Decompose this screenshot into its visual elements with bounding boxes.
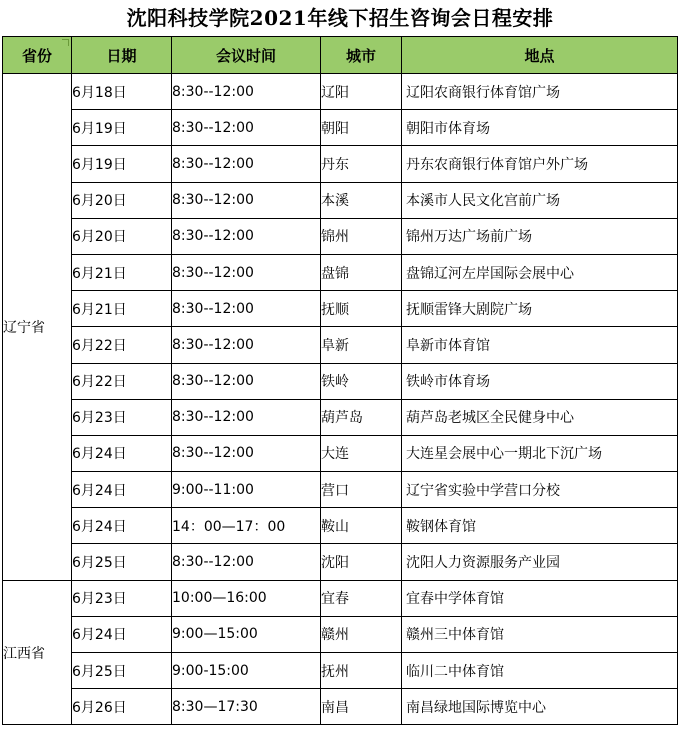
table-row bbox=[3, 182, 678, 218]
time-cell[interactable]: 8:30--12:00 bbox=[172, 74, 321, 110]
city-cell[interactable]: 大连 bbox=[321, 435, 402, 471]
table-header-row bbox=[3, 37, 678, 74]
city-cell[interactable]: 盘锦 bbox=[321, 254, 402, 290]
place-cell[interactable]: 本溪市人民文化宫前广场 bbox=[402, 182, 678, 218]
city-cell[interactable]: 葫芦岛 bbox=[321, 399, 402, 435]
date-cell[interactable]: 6月24日 bbox=[72, 616, 172, 652]
time-cell[interactable]: 8:30--12:00 bbox=[172, 254, 321, 290]
date-cell[interactable]: 6月22日 bbox=[72, 363, 172, 399]
date-cell[interactable]: 6月22日 bbox=[72, 327, 172, 363]
time-cell[interactable]: 10:00—16:00 bbox=[172, 580, 321, 616]
city-cell[interactable]: 辽阳 bbox=[321, 74, 402, 110]
table-row bbox=[3, 74, 678, 110]
date-cell[interactable]: 6月20日 bbox=[72, 182, 172, 218]
time-cell[interactable]: 8:30--12:00 bbox=[172, 327, 321, 363]
date-cell[interactable]: 6月23日 bbox=[72, 580, 172, 616]
header-place[interactable]: 地点 bbox=[402, 37, 678, 74]
place-cell[interactable]: 辽阳农商银行体育馆广场 bbox=[402, 74, 678, 110]
date-cell[interactable]: 6月25日 bbox=[72, 653, 172, 689]
table-row bbox=[3, 399, 678, 435]
place-cell[interactable]: 丹东农商银行体育馆户外广场 bbox=[402, 146, 678, 182]
time-cell[interactable]: 8:30--12:00 bbox=[172, 110, 321, 146]
city-cell[interactable]: 南昌 bbox=[321, 689, 402, 725]
date-cell[interactable]: 6月18日 bbox=[72, 74, 172, 110]
place-cell[interactable]: 临川二中体育馆 bbox=[402, 653, 678, 689]
table-row bbox=[3, 327, 678, 363]
place-cell[interactable]: 大连星会展中心一期北下沉广场 bbox=[402, 435, 678, 471]
place-cell[interactable]: 铁岭市体育场 bbox=[402, 363, 678, 399]
place-cell[interactable]: 抚顺雷锋大剧院广场 bbox=[402, 291, 678, 327]
table-row bbox=[3, 146, 678, 182]
city-cell[interactable]: 锦州 bbox=[321, 218, 402, 254]
table-row bbox=[3, 435, 678, 471]
time-cell[interactable]: 8:30--12:00 bbox=[172, 182, 321, 218]
table-row bbox=[3, 653, 678, 689]
place-cell[interactable]: 南昌绿地国际博览中心 bbox=[402, 689, 678, 725]
table-row bbox=[3, 544, 678, 580]
place-cell[interactable]: 辽宁省实验中学营口分校 bbox=[402, 472, 678, 508]
city-cell[interactable]: 赣州 bbox=[321, 616, 402, 652]
place-cell[interactable]: 阜新市体育馆 bbox=[402, 327, 678, 363]
date-cell[interactable]: 6月20日 bbox=[72, 218, 172, 254]
place-cell[interactable]: 盘锦辽河左岸国际会展中心 bbox=[402, 254, 678, 290]
date-cell[interactable]: 6月24日 bbox=[72, 435, 172, 471]
city-cell[interactable]: 阜新 bbox=[321, 327, 402, 363]
place-cell[interactable]: 宜春中学体育馆 bbox=[402, 580, 678, 616]
city-cell[interactable]: 抚顺 bbox=[321, 291, 402, 327]
place-cell[interactable]: 鞍钢体育馆 bbox=[402, 508, 678, 544]
time-cell[interactable]: 8:30--12:00 bbox=[172, 146, 321, 182]
time-cell[interactable]: 9:00--11:00 bbox=[172, 472, 321, 508]
table-body bbox=[3, 74, 678, 725]
city-cell[interactable]: 抚州 bbox=[321, 653, 402, 689]
corner-marker-icon bbox=[62, 39, 69, 46]
city-cell[interactable]: 铁岭 bbox=[321, 363, 402, 399]
city-cell[interactable]: 营口 bbox=[321, 472, 402, 508]
table-row bbox=[3, 508, 678, 544]
header-province[interactable] bbox=[3, 37, 72, 74]
place-cell[interactable]: 锦州万达广场前广场 bbox=[402, 218, 678, 254]
time-cell[interactable]: 8:30--12:00 bbox=[172, 218, 321, 254]
header-province-label: 省份 bbox=[21, 46, 52, 65]
date-cell[interactable]: 6月23日 bbox=[72, 399, 172, 435]
table-row bbox=[3, 689, 678, 725]
page-title: 沈阳科技学院2021年线下招生咨询会日程安排 bbox=[126, 6, 554, 30]
city-cell[interactable]: 朝阳 bbox=[321, 110, 402, 146]
time-cell[interactable]: 8:30--12:00 bbox=[172, 291, 321, 327]
table-row bbox=[3, 363, 678, 399]
time-cell[interactable]: 9:00-15:00 bbox=[172, 653, 321, 689]
schedule-table bbox=[2, 36, 678, 725]
date-cell[interactable]: 6月24日 bbox=[72, 472, 172, 508]
time-cell[interactable]: 8:30--12:00 bbox=[172, 544, 321, 580]
header-date[interactable]: 日期 bbox=[72, 37, 172, 74]
city-cell[interactable]: 宜春 bbox=[321, 580, 402, 616]
date-cell[interactable]: 6月19日 bbox=[72, 146, 172, 182]
table-row bbox=[3, 218, 678, 254]
time-cell[interactable]: 14：00—17：00 bbox=[172, 508, 321, 544]
table-row bbox=[3, 254, 678, 290]
table-row bbox=[3, 110, 678, 146]
city-cell[interactable]: 丹东 bbox=[321, 146, 402, 182]
header-time[interactable]: 会议时间 bbox=[172, 37, 321, 74]
province-cell[interactable]: 江西省 bbox=[3, 580, 72, 725]
date-cell[interactable]: 6月24日 bbox=[72, 508, 172, 544]
date-cell[interactable]: 6月25日 bbox=[72, 544, 172, 580]
city-cell[interactable]: 本溪 bbox=[321, 182, 402, 218]
place-cell[interactable]: 朝阳市体育场 bbox=[402, 110, 678, 146]
date-cell[interactable]: 6月26日 bbox=[72, 689, 172, 725]
time-cell[interactable]: 8:30--12:00 bbox=[172, 363, 321, 399]
header-city[interactable]: 城市 bbox=[321, 37, 402, 74]
city-cell[interactable]: 沈阳 bbox=[321, 544, 402, 580]
table-row bbox=[3, 616, 678, 652]
time-cell[interactable]: 8:30--12:00 bbox=[172, 399, 321, 435]
table-row bbox=[3, 580, 678, 616]
time-cell[interactable]: 8:30—17:30 bbox=[172, 689, 321, 725]
time-cell[interactable]: 9:00—15:00 bbox=[172, 616, 321, 652]
table-row bbox=[3, 291, 678, 327]
time-cell[interactable]: 8:30--12:00 bbox=[172, 435, 321, 471]
date-cell[interactable]: 6月21日 bbox=[72, 254, 172, 290]
city-cell[interactable]: 鞍山 bbox=[321, 508, 402, 544]
province-cell[interactable]: 辽宁省 bbox=[3, 74, 72, 581]
date-cell[interactable]: 6月19日 bbox=[72, 110, 172, 146]
place-cell[interactable]: 沈阳人力资源服务产业园 bbox=[402, 544, 678, 580]
date-cell[interactable]: 6月21日 bbox=[72, 291, 172, 327]
place-cell[interactable]: 葫芦岛老城区全民健身中心 bbox=[402, 399, 678, 435]
place-cell[interactable]: 赣州三中体育馆 bbox=[402, 616, 678, 652]
table-row bbox=[3, 472, 678, 508]
